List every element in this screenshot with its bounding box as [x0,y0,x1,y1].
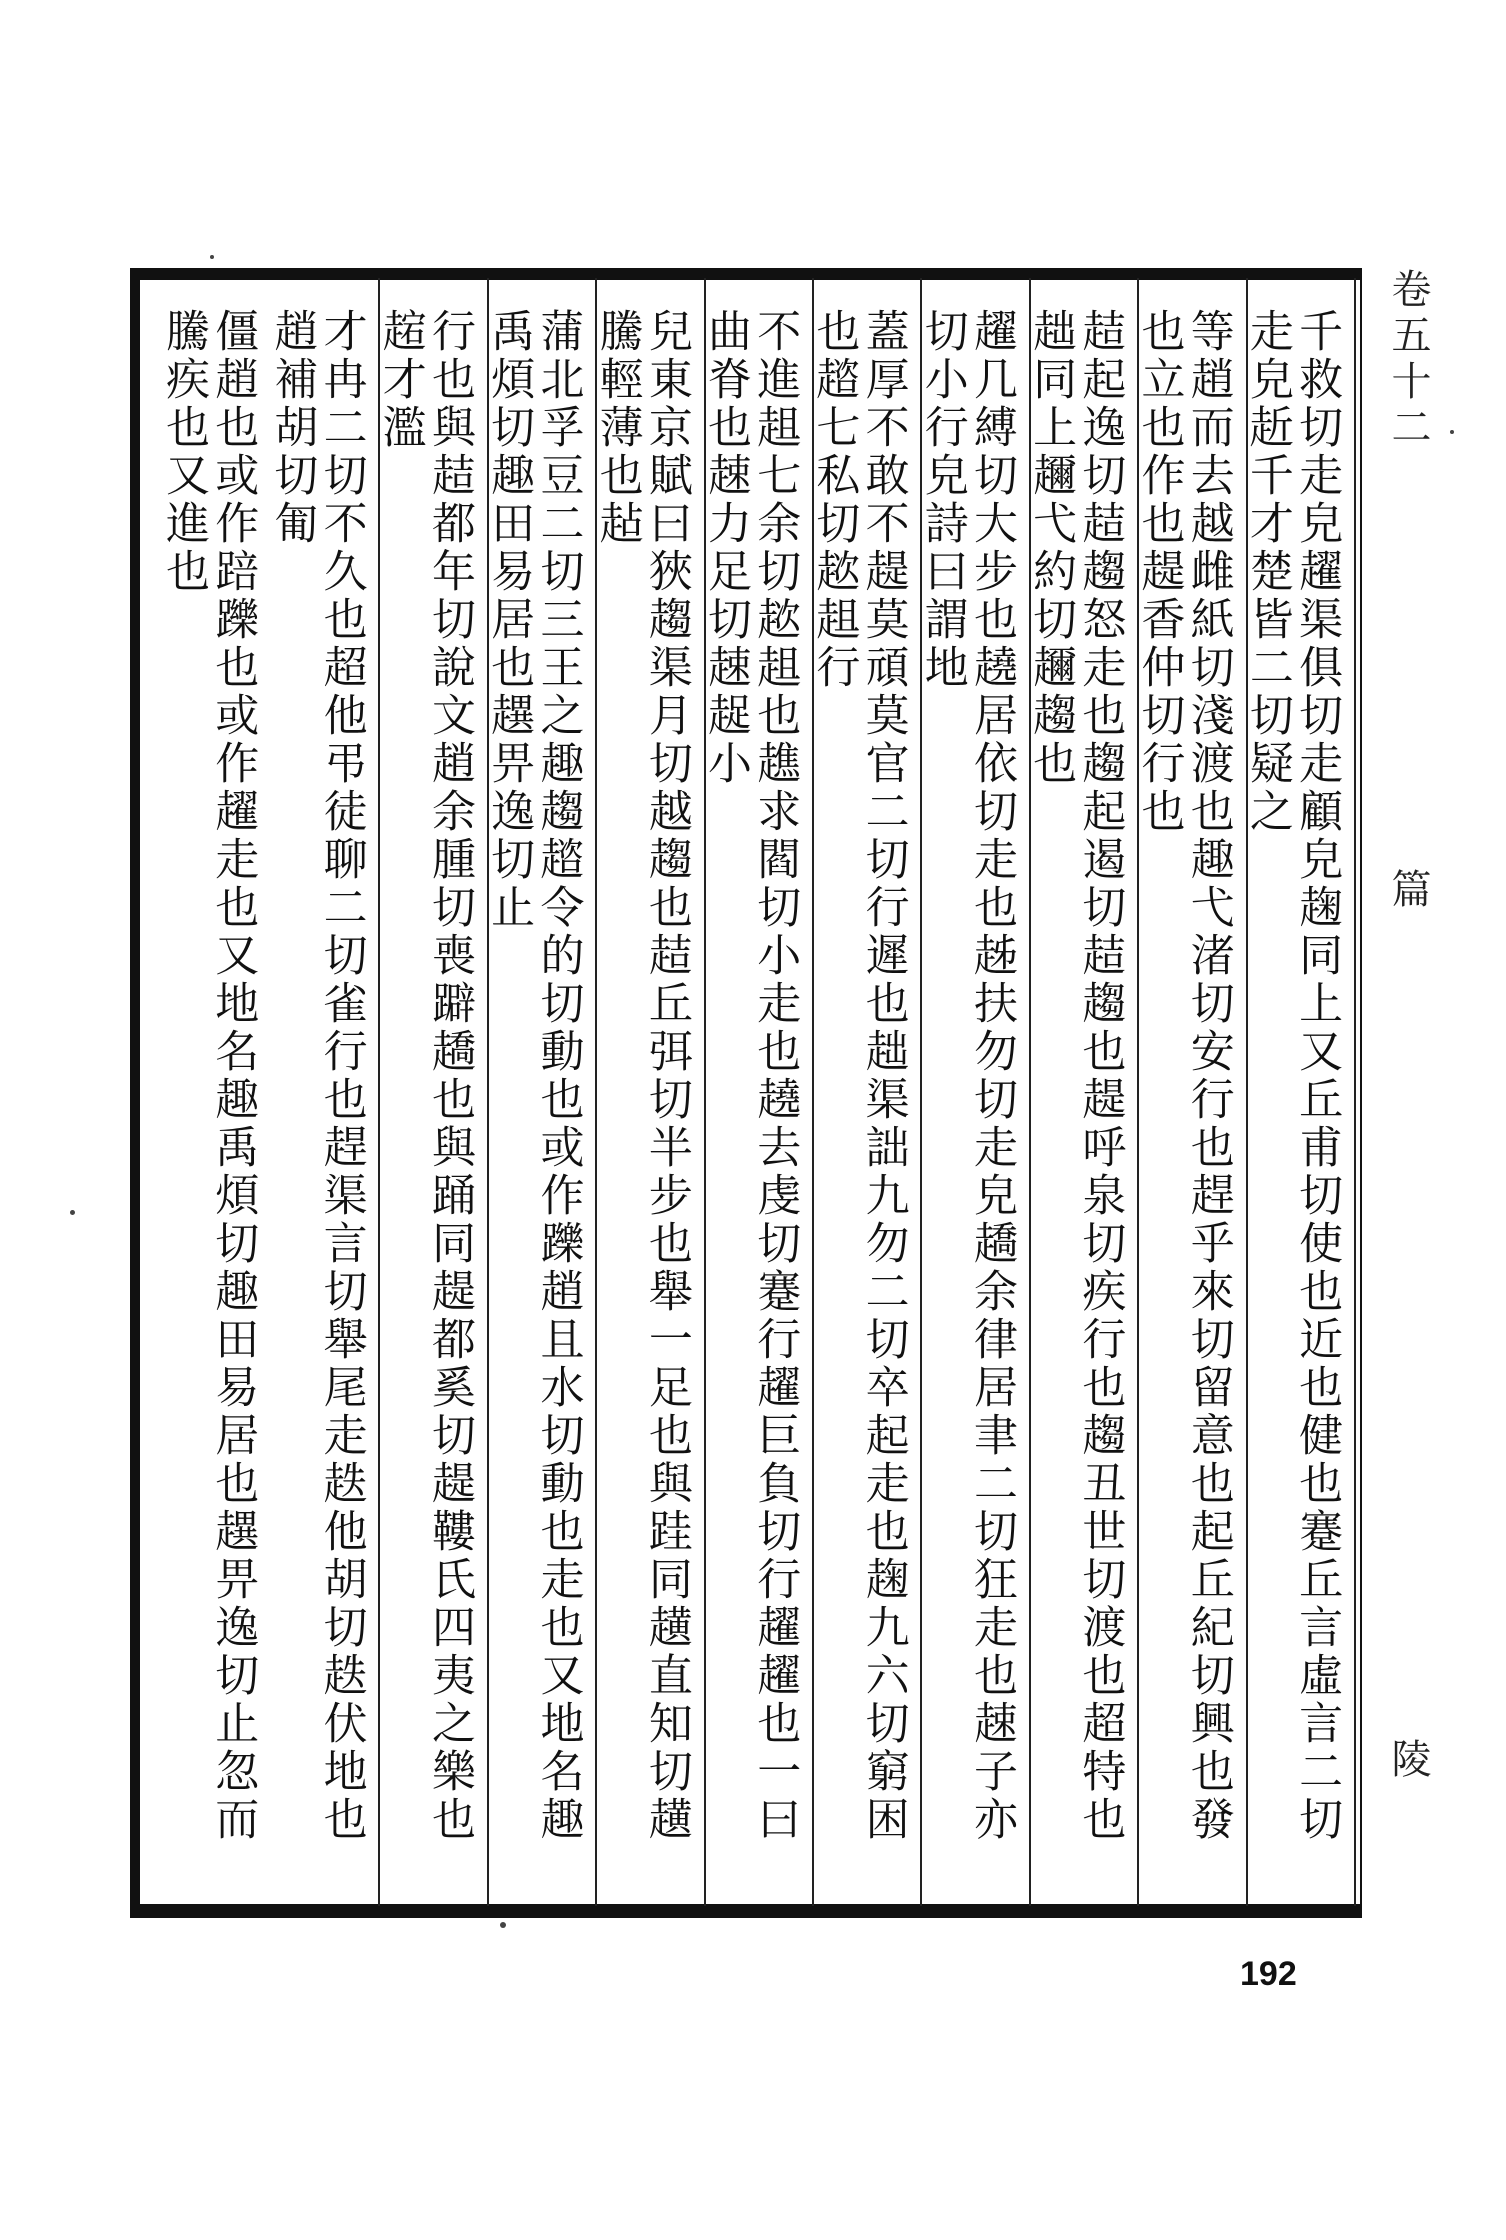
text-column [1238,308,1346,1882]
text-column [588,308,696,1882]
text-column [1021,308,1129,1882]
column-text: 行也與趌都年切說文趙余腫切喪躃趫也與踊同趧都奚切趧鞻氏四夷之樂也趤才濫 [374,308,476,1844]
margin-bottom-label: 陵 [1385,1738,1431,1784]
speck [210,255,214,259]
page-number: 192 [1240,1955,1297,1993]
text-column [262,308,370,1882]
text-column [913,308,1021,1882]
text-column [804,308,912,1882]
text-column [1130,308,1238,1882]
text-columns [140,280,1360,1904]
column-text: 趯几縛切大步也趬居依切走也趀扶勿切走皃趫余律居聿二切狂走也趚子亦切小行皃詩曰謂地 [916,308,1017,1844]
speck [500,1922,506,1928]
column-text: 趌起逸切趌趨怒走也趨起遏切趌趨也趧呼泉切疾行也趨丑世切渡也超特也趉同上趰弋約切趰趨也 [1025,308,1126,1844]
text-column [479,308,587,1882]
text-column [696,308,804,1882]
column-text: 等趙而去越雌紙切淺渡也趣弋渚切安行也趕乎來切留意也起丘紀切興也發也立也作也趧香仲切行也 [1133,308,1234,1844]
right-margin [1372,268,1432,1918]
column-text: 僵趙也或作踣躒也或作趯走也又地名趣禹煩切趣田易居也趩畀逸切止忽而騰疾也又進也 [158,308,259,1844]
text-column [154,308,262,1882]
column-text: 蓋厚不敢不趧莫頑莫官二切行遲也趉渠詘九勿二切卒起走也趜九六切窮困也趦七私切趑趄行 [808,308,909,1844]
page-frame [130,268,1362,1918]
column-text: 才冉二切不久也超他弔徒聊二切雀行也趕渠言切舉尾走趃他胡切趃伏地也趙補胡切匍 [266,308,367,1844]
margin-section-label: 篇 [1385,868,1431,914]
speck [70,1210,75,1215]
margin-volume-label: 卷五十二 [1385,268,1431,452]
column-text: 千救切走皃趯渠俱切走顧皃趜同上又丘甫切使也近也健也蹇丘言虛言二切走皃赾千才楚皆二切疑之 [1241,308,1343,1844]
column-text: 蒲北孚豆二切三王之趣趨趦令的切動也或作躒趙且水切動也走也又地名趣禹煩切趣田易居也趩畀逸切止 [483,308,584,1844]
speck [1450,430,1454,434]
text-column [371,308,479,1882]
column-text: 兒東京賦曰狹趨渠月切越趨也趌丘弭切半步也舉一足也與跬同趪直知切趪騰輕薄也趈 [591,308,692,1844]
column-text: 不進趄七余切趑趄也趭求閻切小走也趬去虔切蹇行趯巨負切行趯趯也一曰曲脊也趚力足切趚趗小 [699,308,801,1844]
